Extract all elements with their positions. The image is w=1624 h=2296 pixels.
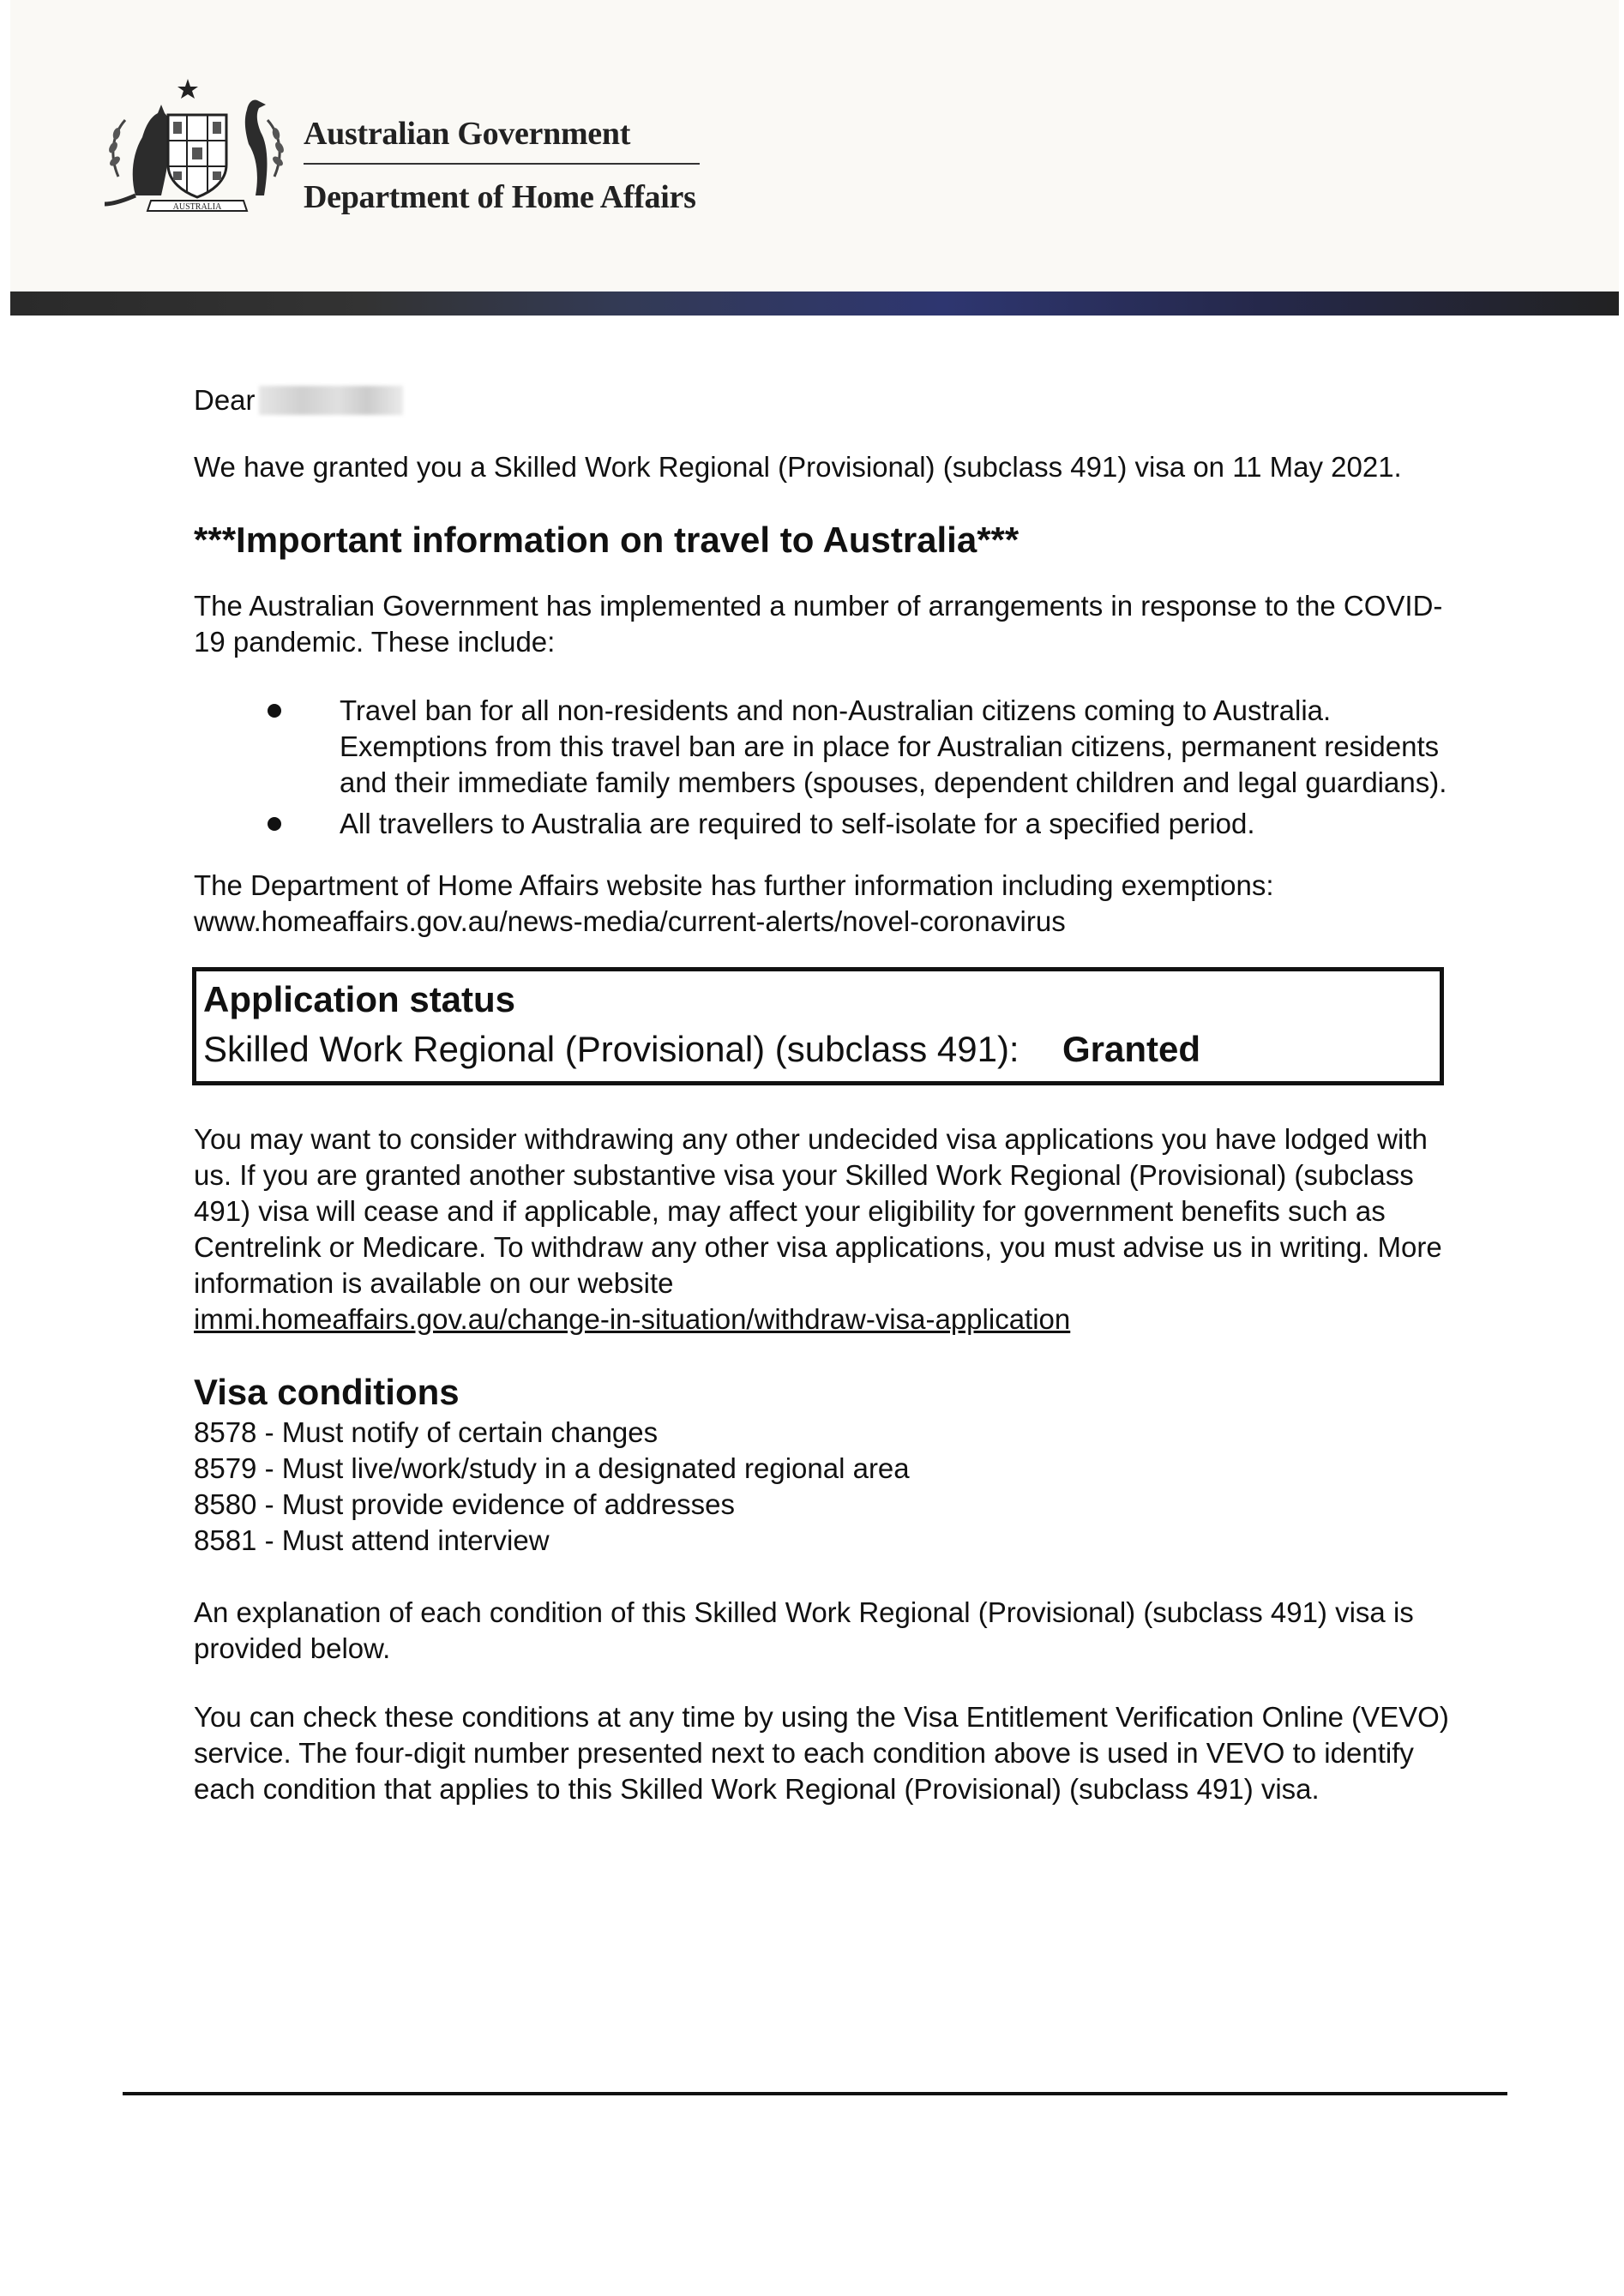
salutation-text: Dear xyxy=(194,384,256,416)
conditions-heading: Visa conditions xyxy=(194,1372,460,1412)
crest-scroll-label: AUSTRALIA xyxy=(172,202,222,212)
list-item-text: All travellers to Australia are required to self-isolate for a specified period. xyxy=(340,808,1255,839)
list-item-text: Travel ban for all non-residents and non-Australian citizens coming to Australia. Exemptions from this travel ban are in place for Australian citizens, permanent residents and their immediate family members (spouses, dependent children and legal guardians). xyxy=(340,694,1447,798)
conditions-explanation: An explanation of each condition of this Skilled Work Regional (Provisional) (subclass 491) visa is provided below. xyxy=(194,1596,1414,1664)
website-url: www.homeaffairs.gov.au/news-media/current-alerts/novel-coronavirus xyxy=(194,905,1066,937)
grant-notice: We have granted you a Skilled Work Regional (Provisional) (subclass 491) visa on 11 May 2021. xyxy=(194,451,1402,483)
coat-of-arms-icon xyxy=(101,75,292,221)
status-row xyxy=(203,1025,1440,1074)
status-badge: Granted xyxy=(1062,1029,1201,1069)
list-item xyxy=(340,806,1463,842)
condition-item: 8578 - Must notify of certain changes xyxy=(194,1416,659,1448)
redacted-name xyxy=(259,386,403,415)
condition-item: 8580 - Must provide evidence of addresses xyxy=(194,1488,736,1520)
travel-heading: ***Important information on travel to Australia*** xyxy=(194,520,1020,560)
department-title: Department of Home Affairs xyxy=(304,179,696,215)
website-info xyxy=(194,868,1463,940)
covid-arrangements-list xyxy=(194,693,1463,842)
vevo-info: You can check these conditions at any time by using the Visa Entitlement Verification Online (VEVO) service. The four-digit number presented next to each condition above is used in VEVO to identify each condition that applies to this Skilled Work Regional (Provisional) (subclass 491) visa. xyxy=(194,1701,1449,1805)
condition-item: 8581 - Must attend interview xyxy=(194,1524,550,1556)
list-item xyxy=(340,693,1463,801)
letterhead-divider xyxy=(304,163,700,165)
condition-item: 8579 - Must live/work/study in a designated regional area xyxy=(194,1452,910,1484)
withdraw-text: You may want to consider withdrawing any other undecided visa applications you have lodged with us. If you are granted another substantive visa your Skilled Work Regional (Provisional) (subclass 491) visa will cease and if applicable, may affect your eligibility for government benefits such as Centrelink or Medicare. To withdraw any other visa applications, you must advise us in writing. More information is available on our website xyxy=(194,1123,1442,1299)
letterhead-bar xyxy=(10,292,1619,316)
status-title: Application status xyxy=(203,979,516,1019)
salutation xyxy=(194,382,1463,418)
conditions-list xyxy=(194,1415,1463,1559)
bullet-icon xyxy=(268,704,281,718)
application-status-box xyxy=(192,967,1444,1085)
withdraw-link[interactable]: immi.homeaffairs.gov.au/change-in-situation/withdraw-visa-application xyxy=(194,1303,1071,1335)
status-visa-label: Skilled Work Regional (Provisional) (subclass 491): xyxy=(203,1029,1020,1069)
covid-intro: The Australian Government has implemented a number of arrangements in response to the COVID-19 pandemic. These include: xyxy=(194,590,1443,658)
government-title: Australian Government xyxy=(304,116,631,152)
website-text: The Department of Home Affairs website has further information including exemptions: xyxy=(194,869,1274,901)
footer-divider xyxy=(123,2092,1507,2095)
letter-body xyxy=(194,382,1463,1807)
bullet-icon xyxy=(268,817,281,831)
withdraw-info xyxy=(194,1121,1463,1337)
